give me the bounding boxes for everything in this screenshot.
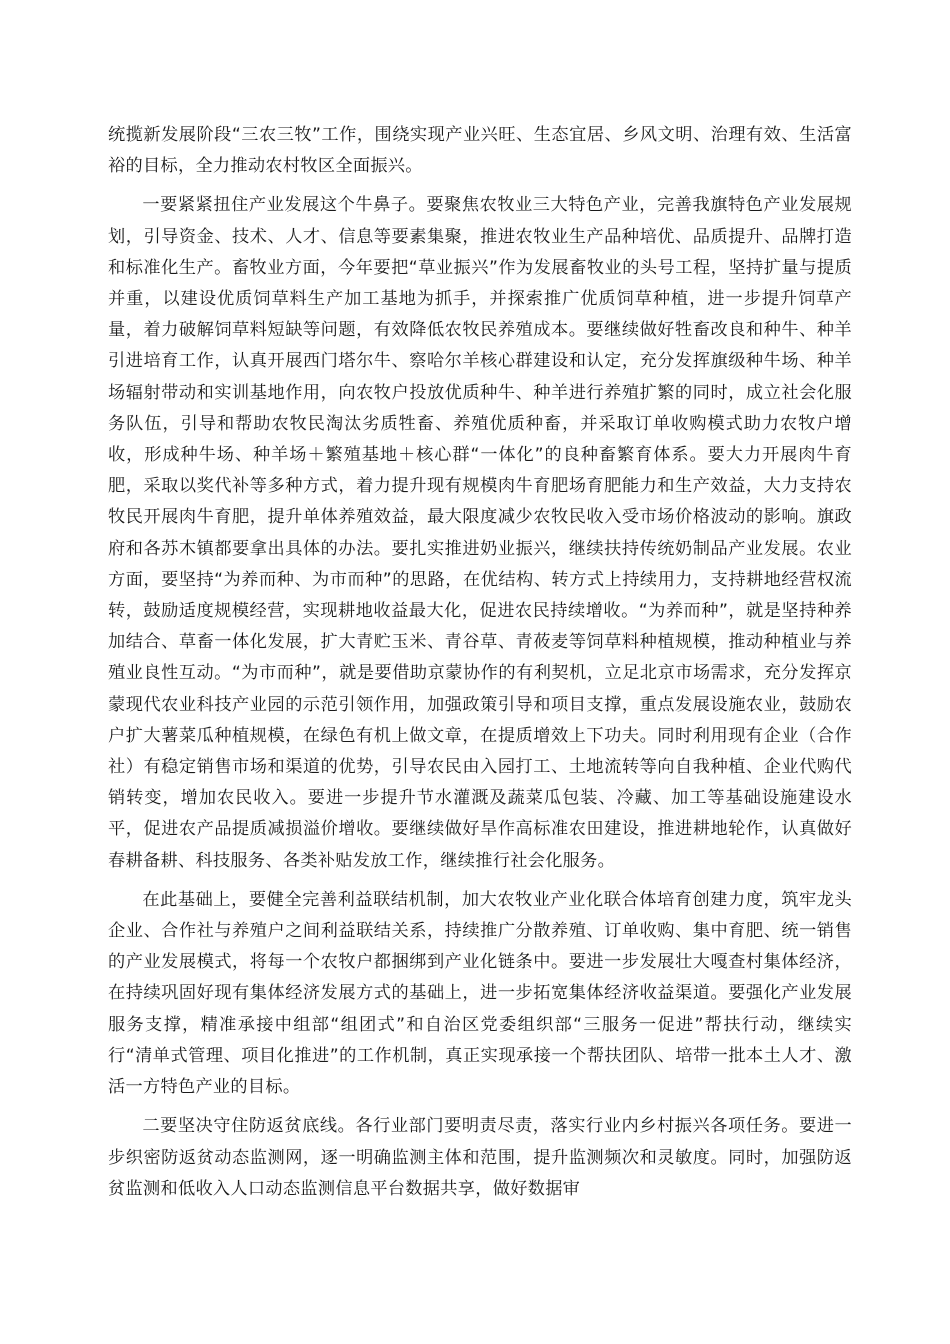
paragraph-intro: 统揽新发展阶段“三农三牧”工作，围绕实现产业兴旺、生态宜居、乡风文明、治理有效、生活富裕的目标，全力推动农村牧区全面振兴。 [108, 125, 852, 177]
paragraph-poverty-prevention: 二要坚决守住防返贫底线。各行业部门要明责尽责，落实行业内乡村振兴各项任务。要进一步织密防返贫动态监测网，逐一明确监测主体和范围，提升监测频次和灵敏度。同时，加强防返贫监测和低收入人口动态监测信息平台数据共享，做好数据审 [108, 1116, 852, 1199]
paragraph-benefit-linkage: 在此基础上，要健全完善利益联结机制，加大农牧业产业化联合体培育创建力度，筑牢龙头企业、合作社与养殖户之间利益联结关系，持续推广分散养殖、订单收购、集中育肥、统一销售的产业发展模式，将每一个农牧户都捆绑到产业化链条中。要进一步发展壮大嘎查村集体经济，在持续巩固好现有集体经济发展方式的基础上，进一步拓宽集体经济收益渠道。要强化产业发展服务支撑，精准承接中组部“组团式”和自治区党委组织部“三服务一促进”帮扶行动，继续实行“清单式管理、项目化推进”的工作机制，真正实现承接一个帮扶团队、培带一批本土人才、激活一方特色产业的目标。 [108, 889, 852, 1098]
paragraph-industry-development: 一要紧紧扭住产业发展这个牛鼻子。要聚焦农牧业三大特色产业，完善我旗特色产业发展规划，引导资金、技术、人才、信息等要素集聚，推进农牧业生产品种培优、品质提升、品牌打造和标准化生产。畜牧业方面，今年要把“草业振兴”作为发展畜牧业的头号工程，坚持扩量与提质并重，以建设优质饲草料生产加工基地为抓手，并探索推广优质饲草种植，进一步提升饲草产量，着力破解饲草料短缺等问题，有效降低农牧民养殖成本。要继续做好牲畜改良和种牛、种羊引进培育工作，认真开展西门塔尔牛、察哈尔羊核心群建设和认定，充分发挥旗级种牛场、种羊场辐射带动和实训基地作用，向农牧户投放优质种牛、种羊进行养殖扩繁的同时，成立社会化服务队伍，引导和帮助农牧民淘汰劣质牲畜、养殖优质种畜，并采取订单收购模式助力农牧户增收，形成种牛场、种羊场＋繁殖基地＋核心群“一体化”的良种畜繁育体系。要大力开展肉牛育肥，采取以奖代补等多种方式，着力提升现有规模肉牛育肥场育肥能力和生产效益，大力支持农牧民开展肉牛育肥，提升单体养殖效益，最大限度减少农牧民收入受市场价格波动的影响。旗政府和各苏木镇都要拿出具体的办法。要扎实推进奶业振兴，继续扶持传统奶制品产业发展。农业方面，要坚持“为养而种、为市而种”的思路，在优结构、转方式上持续用力，支持耕地经营权流转，鼓励适度规模经营，实现耕地收益最大化，促进农民持续增收。“为养而种”，就是坚持种养加结合、草畜一体化发展，扩大青贮玉米、青谷草、青莜麦等饲草料种植规模，推动种植业与养殖业良性互动。“为市而种”，就是要借助京蒙协作的有利契机，立足北京市场需求，充分发挥京蒙现代农业科技产业园的示范引领作用，加强政策引导和项目支撑，重点发展设施农业，鼓励农户扩大薯菜瓜种植规模，在绿色有机上做文章，在提质增效上下功夫。同时利用现有企业（合作社）有稳定销售市场和渠道的优势，引导农民由入园打工、土地流转等向自我种植、企业代购代销转变，增加农民收入。要进一步提升节水灌溉及蔬菜瓜包装、冷藏、加工等基础设施建设水平，促进农产品提质减损溢价增收。要继续做好旱作高标准农田建设，推进耕地轮作，认真做好春耕备耕、科技服务、各类补贴发放工作，继续推行社会化服务。 [108, 195, 852, 871]
document-page [108, 120, 852, 1213]
